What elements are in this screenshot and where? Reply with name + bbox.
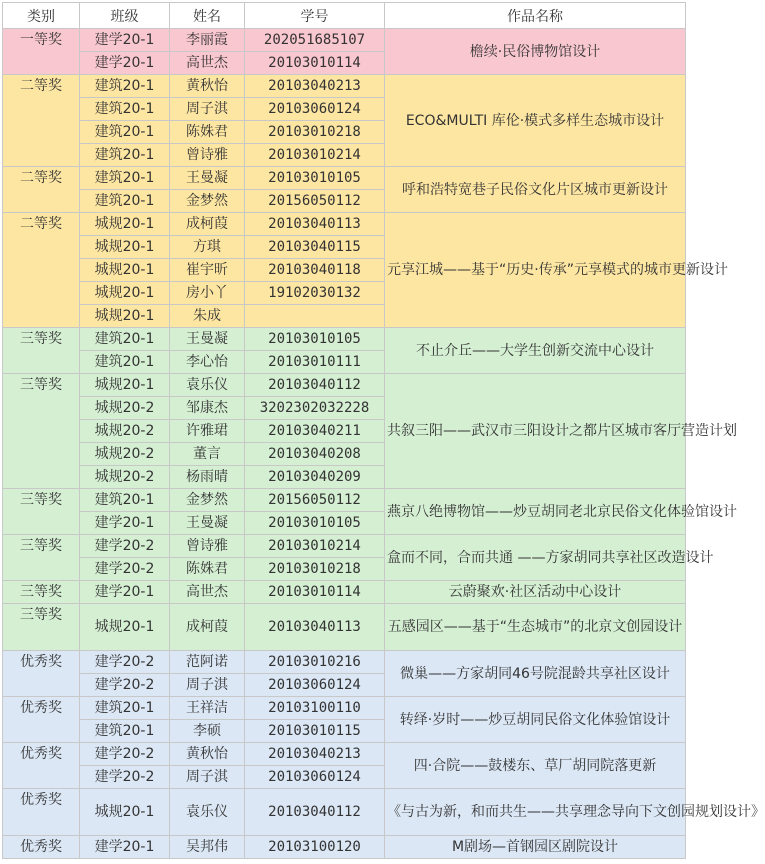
student-id-cell: 202051685107 (245, 29, 385, 52)
student-id-cell: 20156050112 (245, 190, 385, 213)
name-cell: 范阿诺 (170, 651, 245, 674)
name-cell: 周子淇 (170, 98, 245, 121)
class-cell: 建筑20-1 (80, 167, 170, 190)
header-work-title: 作品名称 (385, 3, 686, 29)
header-class: 班级 (80, 3, 170, 29)
table-row (3, 75, 686, 98)
student-id-cell: 20103010218 (245, 558, 385, 581)
name-cell: 袁乐仪 (170, 789, 245, 836)
work-title-cell: 呼和浩特宽巷子民俗文化片区城市更新设计 (385, 167, 686, 213)
class-cell: 城规20-1 (80, 305, 170, 328)
student-id-cell: 20103040115 (245, 236, 385, 259)
name-cell: 黄秋怡 (170, 75, 245, 98)
class-cell: 城规20-2 (80, 420, 170, 443)
student-id-cell: 20103010105 (245, 328, 385, 351)
student-id-cell: 20103040213 (245, 743, 385, 766)
student-id-cell: 20103040112 (245, 374, 385, 397)
award-category-cell: 二等奖 (3, 213, 80, 328)
award-category-cell: 三等奖 (3, 604, 80, 651)
class-cell: 城规20-1 (80, 604, 170, 651)
student-id-cell: 20103010105 (245, 512, 385, 535)
award-category-cell: 二等奖 (3, 75, 80, 167)
table-row (3, 328, 686, 351)
award-body (3, 29, 765, 859)
student-id-cell: 20103010214 (245, 535, 385, 558)
student-id-cell: 19102030132 (245, 282, 385, 305)
student-id-cell: 20103100110 (245, 697, 385, 720)
student-id-cell: 20103040113 (245, 604, 385, 651)
table-row (3, 167, 686, 190)
class-cell: 建学20-1 (80, 29, 170, 52)
work-title-cell: 五感园区——基于“生态城市”的北京文创园设计 (385, 604, 686, 651)
student-id-cell: 20103040213 (245, 75, 385, 98)
name-cell: 高世杰 (170, 581, 245, 604)
class-cell: 建筑20-1 (80, 98, 170, 121)
table-row (3, 697, 686, 720)
name-cell: 董言 (170, 443, 245, 466)
award-table (2, 2, 765, 859)
work-title-cell: 檐续·民俗博物馆设计 (385, 29, 686, 75)
name-cell: 金梦然 (170, 489, 245, 512)
class-cell: 城规20-1 (80, 374, 170, 397)
name-cell: 杨雨晴 (170, 466, 245, 489)
header-student-id: 学号 (245, 3, 385, 29)
award-category-cell: 优秀奖 (3, 836, 80, 859)
class-cell: 建筑20-1 (80, 328, 170, 351)
table-row (3, 374, 686, 397)
student-id-cell: 20103040209 (245, 466, 385, 489)
work-title-cell: 不止介丘——大学生创新交流中心设计 (385, 328, 686, 374)
table-row (3, 489, 686, 512)
class-cell: 建学20-1 (80, 836, 170, 859)
name-cell: 李丽霞 (170, 29, 245, 52)
student-id-cell: 20103010111 (245, 351, 385, 374)
class-cell: 城规20-1 (80, 789, 170, 836)
class-cell: 建学20-1 (80, 512, 170, 535)
name-cell: 李硕 (170, 720, 245, 743)
work-title-cell: 微巢——方家胡同46号院混龄共享社区设计 (385, 651, 686, 697)
work-title-cell: M剧场—首钢园区剧院设计 (385, 836, 686, 859)
class-cell: 城规20-2 (80, 443, 170, 466)
class-cell: 建筑20-1 (80, 121, 170, 144)
award-category-cell: 三等奖 (3, 581, 80, 604)
student-id-cell: 20103100120 (245, 836, 385, 859)
name-cell: 陈姝君 (170, 121, 245, 144)
name-cell: 高世杰 (170, 52, 245, 75)
class-cell: 城规20-1 (80, 213, 170, 236)
award-category-cell: 优秀奖 (3, 697, 80, 743)
class-cell: 建学20-2 (80, 558, 170, 581)
name-cell: 周子淇 (170, 674, 245, 697)
name-cell: 崔宇昕 (170, 259, 245, 282)
work-title-cell: 云蔚聚欢·社区活动中心设计 (385, 581, 686, 604)
header-name: 姓名 (170, 3, 245, 29)
student-id-cell: 20103040113 (245, 213, 385, 236)
student-id-cell: 20103010216 (245, 651, 385, 674)
table-row (3, 535, 686, 558)
work-title-cell: 燕京八绝博物馆——炒豆胡同老北京民俗文化体验馆设计 (385, 489, 686, 535)
name-cell: 曾诗雅 (170, 144, 245, 167)
student-id-cell (245, 305, 385, 328)
table-row (3, 29, 686, 52)
award-category-cell: 三等奖 (3, 489, 80, 535)
student-id-cell: 20103010105 (245, 167, 385, 190)
award-category-cell: 一等奖 (3, 29, 80, 75)
class-cell: 建筑20-1 (80, 351, 170, 374)
class-cell: 城规20-1 (80, 236, 170, 259)
table-row (3, 213, 686, 236)
name-cell: 袁乐仪 (170, 374, 245, 397)
class-cell: 建筑20-1 (80, 489, 170, 512)
award-category-cell: 优秀奖 (3, 651, 80, 697)
class-cell: 建筑20-1 (80, 190, 170, 213)
name-cell: 周子淇 (170, 766, 245, 789)
class-cell: 建学20-1 (80, 52, 170, 75)
name-cell: 王曼凝 (170, 512, 245, 535)
header-row (3, 3, 686, 29)
class-cell: 城规20-2 (80, 466, 170, 489)
name-cell: 吴邦伟 (170, 836, 245, 859)
student-id-cell: 20103040208 (245, 443, 385, 466)
student-id-cell: 20103010115 (245, 720, 385, 743)
work-title-cell: ECO&MULTI 库伦·模式多样生态城市设计 (385, 75, 686, 167)
name-cell: 黄秋怡 (170, 743, 245, 766)
name-cell: 王祥洁 (170, 697, 245, 720)
class-cell: 城规20-1 (80, 282, 170, 305)
student-id-cell: 20103040211 (245, 420, 385, 443)
work-title-cell: 共叙三阳——武汉市三阳设计之都片区城市客厅营造计划 (385, 374, 686, 489)
class-cell: 建学20-2 (80, 651, 170, 674)
award-category-cell: 三等奖 (3, 535, 80, 581)
student-id-cell: 20103060124 (245, 674, 385, 697)
student-id-cell: 3202302032228 (245, 397, 385, 420)
name-cell: 曾诗雅 (170, 535, 245, 558)
work-title-cell: 元享江城——基于“历史·传承”元享模式的城市更新设计 (385, 213, 686, 328)
student-id-cell: 20103060124 (245, 766, 385, 789)
award-category-cell: 优秀奖 (3, 743, 80, 789)
award-category-cell: 优秀奖 (3, 789, 80, 836)
class-cell: 城规20-1 (80, 259, 170, 282)
name-cell: 许雅珺 (170, 420, 245, 443)
name-cell: 金梦然 (170, 190, 245, 213)
work-title-cell: 《与古为新，和而共生——共享理念导向下文创园规划设计》 (385, 789, 686, 836)
name-cell: 陈姝君 (170, 558, 245, 581)
name-cell: 方琪 (170, 236, 245, 259)
class-cell: 建学20-2 (80, 743, 170, 766)
student-id-cell: 20103040112 (245, 789, 385, 836)
student-id-cell: 20103010218 (245, 121, 385, 144)
work-title-cell: 四·合院——鼓楼东、草厂胡同院落更新 (385, 743, 686, 789)
name-cell: 成柯葭 (170, 213, 245, 236)
award-category-cell: 三等奖 (3, 374, 80, 489)
student-id-cell: 20103060124 (245, 98, 385, 121)
table-row (3, 604, 686, 651)
table-row (3, 789, 686, 836)
student-id-cell: 20103010114 (245, 581, 385, 604)
student-id-cell: 20103040118 (245, 259, 385, 282)
class-cell: 建筑20-1 (80, 697, 170, 720)
student-id-cell: 20156050112 (245, 489, 385, 512)
class-cell: 建筑20-1 (80, 75, 170, 98)
class-cell: 城规20-2 (80, 397, 170, 420)
work-title-cell: 盒而不同，合而共通 ——方家胡同共享社区改造设计 (385, 535, 686, 581)
work-title-cell: 转绎·岁时——炒豆胡同民俗文化体验馆设计 (385, 697, 686, 743)
table-row (3, 581, 686, 604)
class-cell: 建学20-1 (80, 581, 170, 604)
name-cell: 李心怡 (170, 351, 245, 374)
class-cell: 建筑20-1 (80, 720, 170, 743)
student-id-cell: 20103010214 (245, 144, 385, 167)
header-category: 类别 (3, 3, 80, 29)
name-cell: 成柯葭 (170, 604, 245, 651)
class-cell: 建学20-2 (80, 674, 170, 697)
name-cell: 朱成 (170, 305, 245, 328)
class-cell: 建学20-2 (80, 535, 170, 558)
award-category-cell: 三等奖 (3, 328, 80, 374)
name-cell: 房小丫 (170, 282, 245, 305)
name-cell: 王曼凝 (170, 167, 245, 190)
student-id-cell: 20103010114 (245, 52, 385, 75)
name-cell: 王曼凝 (170, 328, 245, 351)
class-cell: 建筑20-1 (80, 144, 170, 167)
table-row (3, 743, 686, 766)
table-row (3, 836, 686, 859)
name-cell: 邹康杰 (170, 397, 245, 420)
award-category-cell: 二等奖 (3, 167, 80, 213)
table-row (3, 651, 686, 674)
class-cell: 建学20-2 (80, 766, 170, 789)
